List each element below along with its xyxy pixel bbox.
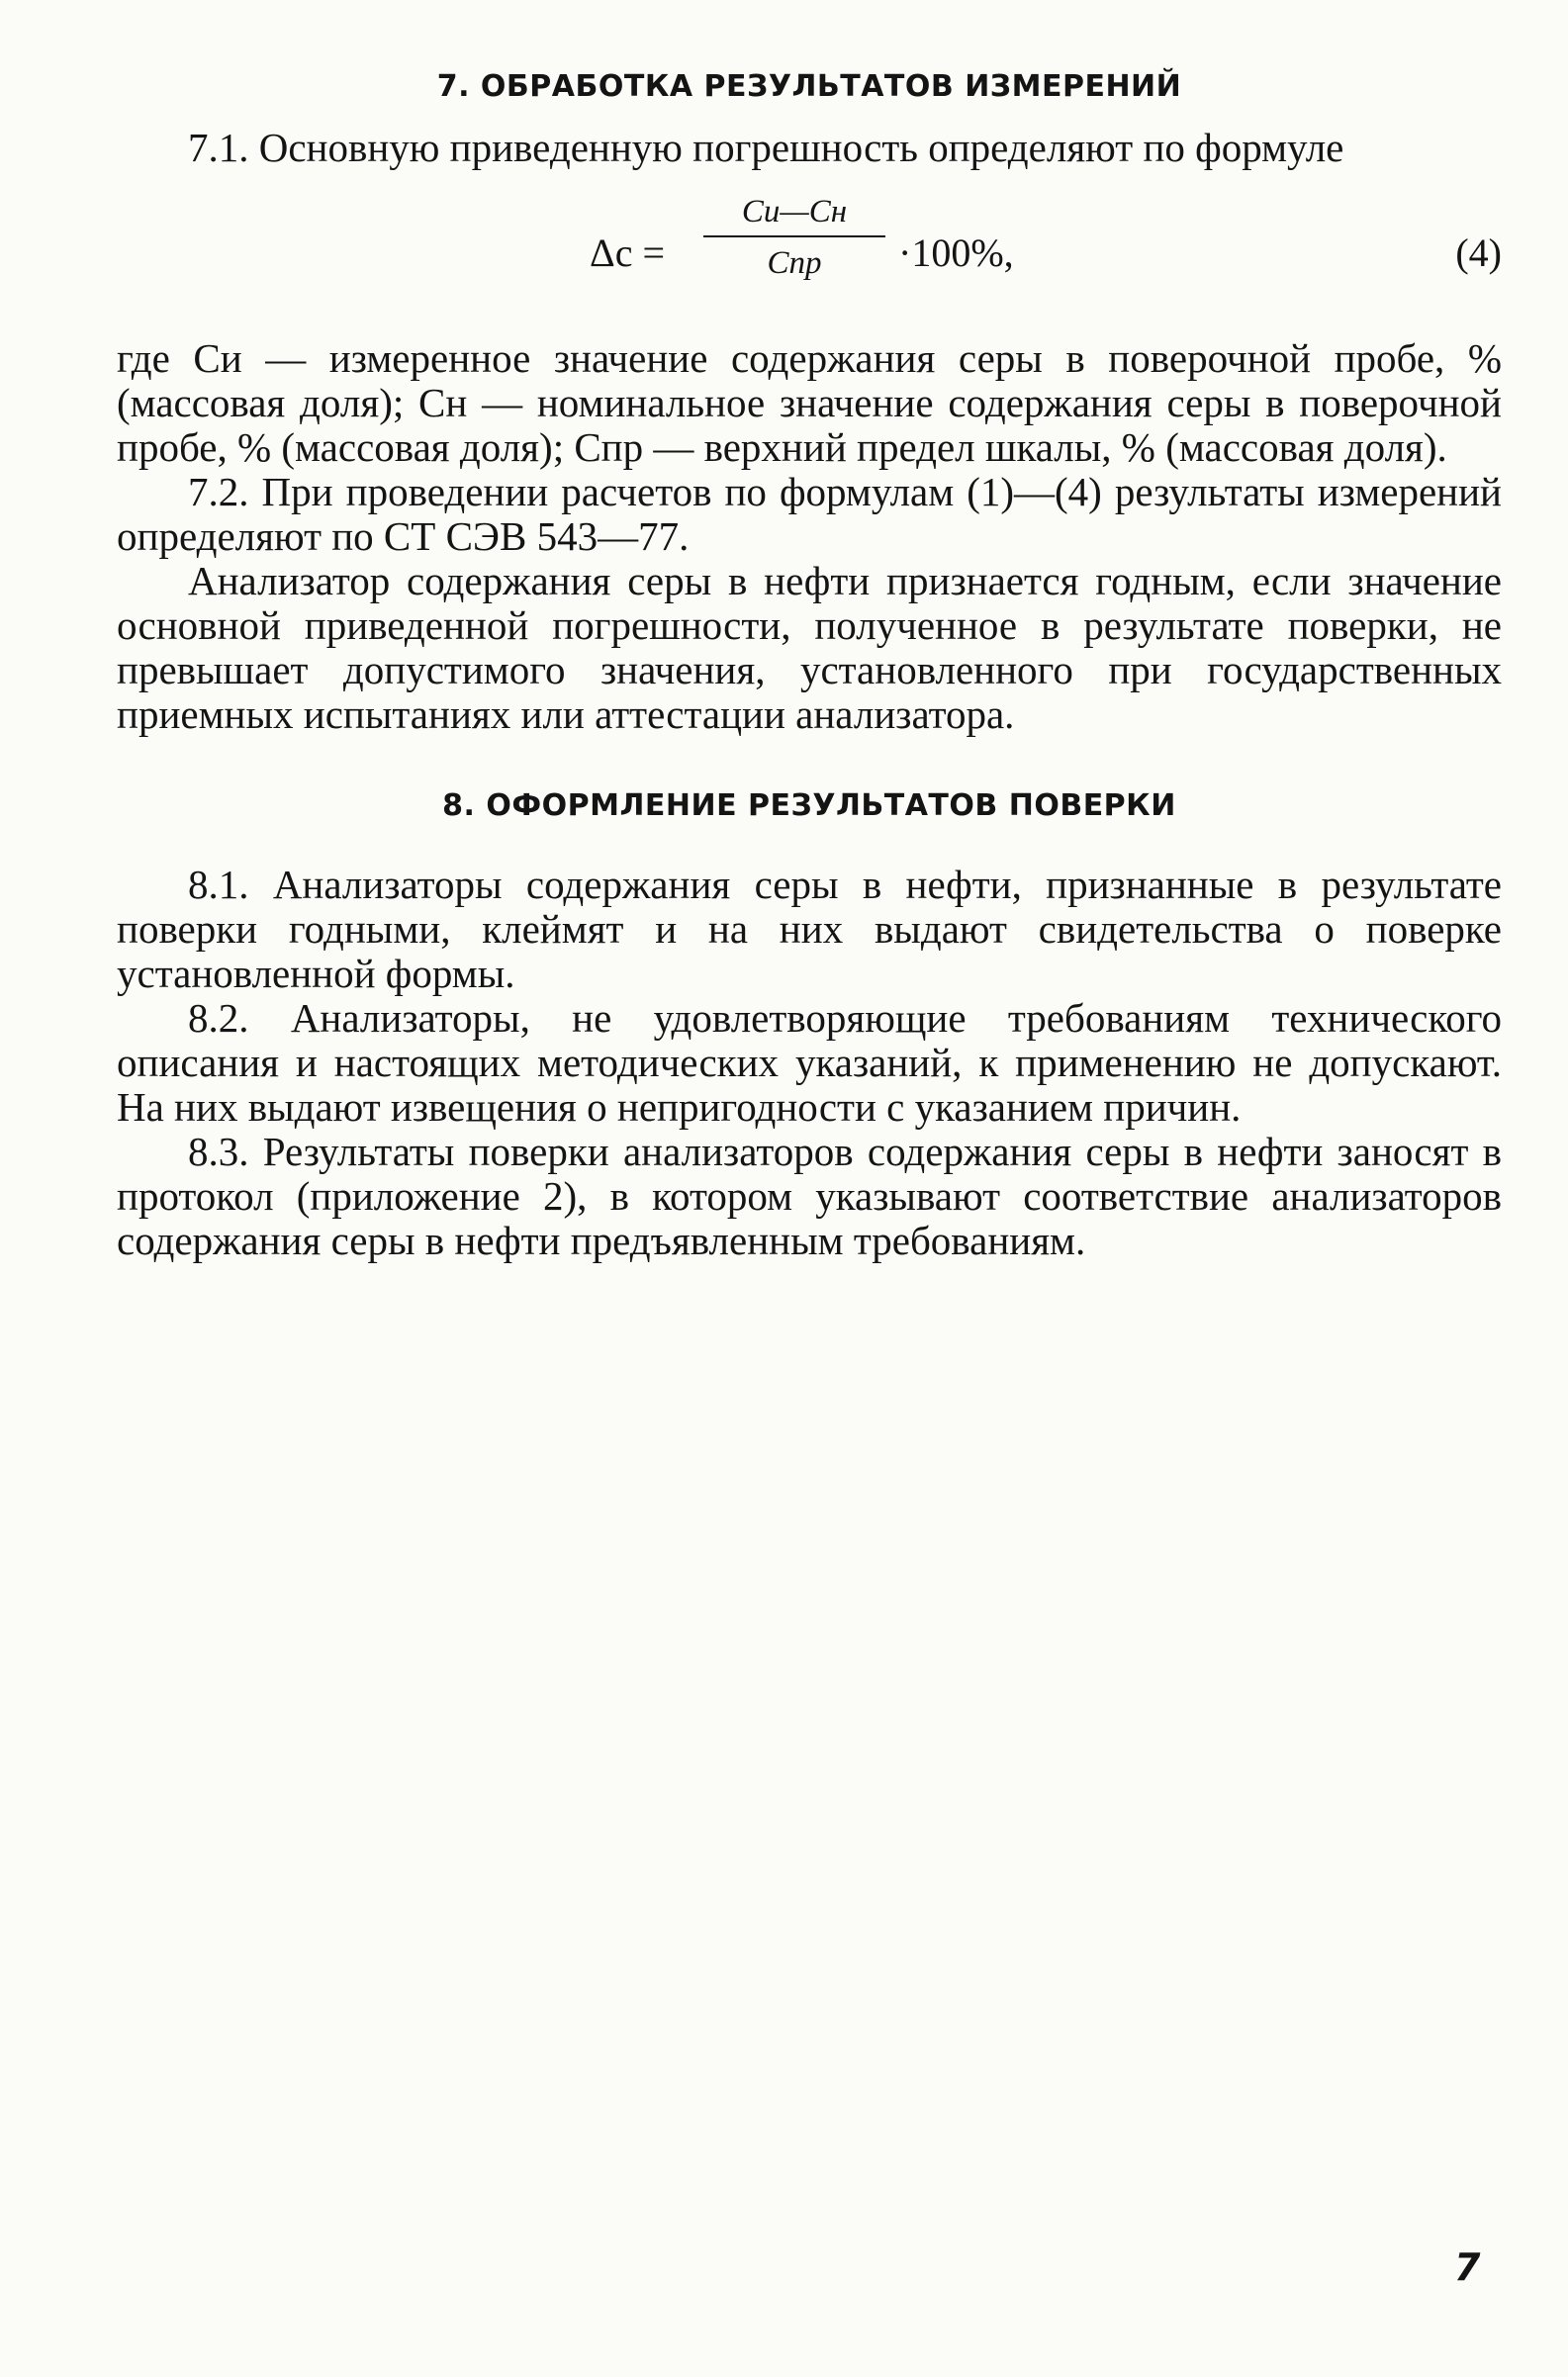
paragraph-8-1: 8.1. Анализаторы содержания серы в нефти, признанные в результате поверки годными, клеймят и на них выдают свидетельства о поверке установленной формы. xyxy=(117,862,1502,996)
section-7-heading: 7. ОБРАБОТКА РЕЗУЛЬТАТОВ ИЗМЕРЕНИЙ xyxy=(436,69,1182,104)
paragraph-7-2: 7.2. При проведении расчетов по формулам (1)—(4) результаты измерений определяют по СТ СЭВ 543—77. xyxy=(117,469,1502,559)
paragraph-8-2: 8.2. Анализаторы, не удовлетворяющие требованиям технического описания и настоящих методических указаний, к применению не допускают. На них выдают извещения о непригодности с указанием причин. xyxy=(117,995,1502,1130)
formula-number: (4) xyxy=(1455,230,1502,275)
paragraph-7-conclusion: Анализатор содержания серы в нефти признается годным, если значение основной приведенной погрешности, полученное в результате поверки, не превышает допустимого значения, установленного при государственных приемных испытаниях или аттестации анализатора. xyxy=(117,558,1502,737)
page-number: 7 xyxy=(1454,2245,1481,2289)
paragraph-8-3: 8.3. Результаты поверки анализаторов содержания серы в нефти заносят в протокол (приложение 2), в котором указывают соответствие анализаторов содержания серы в нефти предъявленным требованиям. xyxy=(117,1129,1502,1263)
formula-denominator: Cпр xyxy=(767,245,822,281)
formula-4 xyxy=(117,192,1502,309)
formula-fraction xyxy=(695,192,893,283)
fraction-bar xyxy=(703,235,885,237)
formula-numerator: Cи—Cн xyxy=(741,194,848,229)
document-page xyxy=(117,69,1502,1263)
formula-multiplier: ·100%, xyxy=(898,230,1014,275)
paragraph-where: где Cи — измеренное значение содержания серы в поверочной пробе, % (массовая доля); Cн — номинальное значение содержания серы в поверочной пробе, % (массовая доля); Cпр — верхний предел шкалы, % (массовая доля). xyxy=(117,335,1502,470)
paragraph-7-1: 7.1. Основную приведенную погрешность определяют по формуле xyxy=(188,125,1344,170)
formula-lhs: Δc = xyxy=(590,230,666,275)
section-8-heading: 8. ОФОРМЛЕНИЕ РЕЗУЛЬТАТОВ ПОВЕРКИ xyxy=(442,788,1176,823)
